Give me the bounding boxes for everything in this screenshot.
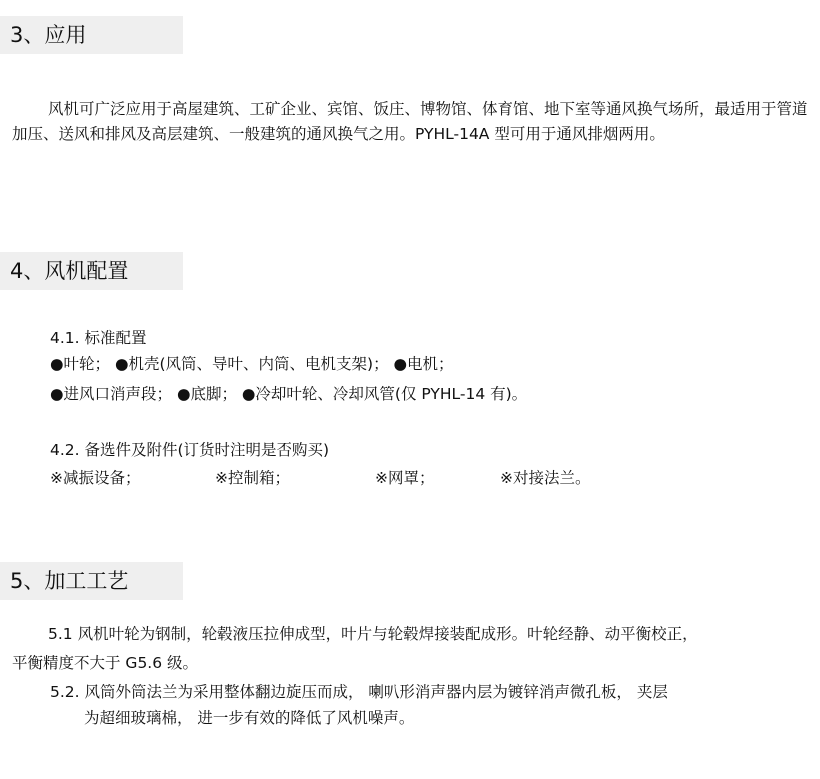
section-3-paragraph: 风机可广泛应用于高屋建筑、工矿企业、宾馆、饭庄、博物馆、体育馆、地下室等通风换气场所，最适用于管道加压、送风和排风及高层建筑、一般建筑的通风换气之用。PYHL-14A 型可用于通风排烟两用。 <box>12 100 808 143</box>
process-5-1-line-1: 5.1 风机叶轮为钢制，轮毂液压拉伸成型，叶片与轮毂焊接装配成形。叶轮经静、动平衡校正， <box>48 625 698 643</box>
optional-item-damper: ※减振设备； <box>50 469 141 487</box>
section-3-heading: 3、应用 <box>0 16 183 54</box>
optional-item-control-box: ※控制箱； <box>215 469 290 487</box>
section-5-heading: 5、加工工艺 <box>0 562 183 600</box>
process-5-2-line-1: 5.2. 风筒外筒法兰为采用整体翻边旋压而成， 喇叭形消声器内层为镀锌消声微孔板， 夹层 <box>50 683 668 701</box>
optional-item-flange: ※对接法兰。 <box>500 469 591 487</box>
standard-config-title: 4.1. 标准配置 <box>50 329 147 347</box>
process-5-1-line-2: 平衡精度不大于 G5.6 级。 <box>12 654 199 672</box>
optional-config-title: 4.2. 备选件及附件(订货时注明是否购买) <box>50 441 330 459</box>
standard-config-line-2: ●进风口消声段； ●底脚； ●冷却叶轮、冷却风管(仅 PYHL-14 有)。 <box>50 385 528 403</box>
standard-config-line-1: ●叶轮； ●机壳(风筒、导叶、内筒、电机支架)； ●电机； <box>50 355 454 373</box>
section-4-heading: 4、风机配置 <box>0 252 183 290</box>
process-5-2-line-2: 为超细玻璃棉， 进一步有效的降低了风机噪声。 <box>84 709 415 727</box>
optional-item-mesh-cover: ※网罩； <box>375 469 435 487</box>
